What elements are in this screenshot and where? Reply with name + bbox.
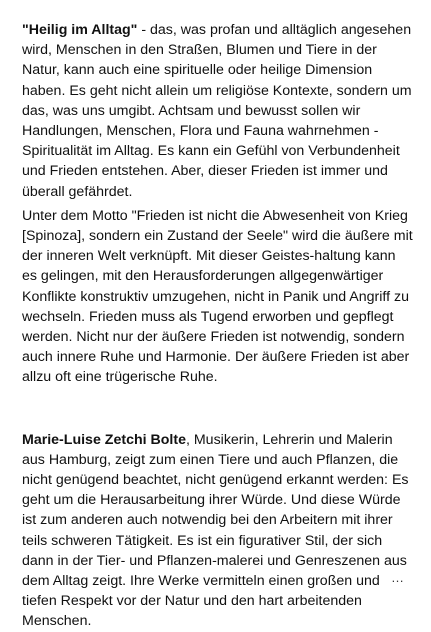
paragraph-text: Unter dem Motto "Frieden ist nicht die Abwesenheit von Krieg [Spinoza], sondern ein Zustand der Seele" wird die äußere mit der inneren Welt verknüpft. Mit dieser Geistes-haltung kann es gelingen, mit den Herausforderungen allgegenwärtiger Konflikte konstruktiv umzugehen, nicht in Panik und Angriff zu wechseln. Frieden muss als Tugend erworben und gepflegt werden. Nicht nur der äußere Frieden ist notwendig, sondern auch innere Ruhe und Harmonie. Der äußere Frieden ist aber allzu oft eine trügerische Ruhe. xyxy=(22,207,413,386)
document-body xyxy=(22,20,414,632)
continuation-ellipsis: … xyxy=(391,570,405,585)
paragraph-heilig-im-alltag xyxy=(22,20,414,202)
paragraph-artist-bio xyxy=(22,430,414,632)
paragraph-frieden-motto xyxy=(22,206,414,388)
paragraph-text: - das, was profan und alltäglich angesehen wird, Menschen in den Straßen, Blumen und Tiere in der Natur, kann auch eine spirituelle oder heilige Dimension haben. Es geht nicht allein um religiöse Kontexte, sondern um das, was uns umgibt. Achtsam und bewusst sollen wir Handlungen, Menschen, Flora und Fauna wahrnehmen - Spiritualität im Alltag. Es kann ein Gefühl von Verbundenheit und Frieden entstehen. Aber, dieser Frieden ist immer und überall gefährdet. xyxy=(22,22,412,200)
paragraph-text: , Musikerin, Lehrerin und Malerin aus Hamburg, zeigt zum einen Tiere und auch Pflanzen, die nicht genügend beachtet, nicht genügend erkannt werden: Es geht um die Herausarbeitung ihrer Würde. Und diese Würde ist zum anderen auch notwendig bei den Arbeitern mit ihrer teils schweren Tätigkeit. Es ist ein figurativer Stil, der sich dann in der Tier- und Pflanzen-malerei und Genreszenen aus dem Alltag zeigt. Ihre Werke vermitteln einen großen und tiefen Respekt vor der Natur und den hart arbeitenden Menschen. xyxy=(22,431,409,630)
paragraph-lead-title: "Heilig im Alltag" xyxy=(22,22,138,38)
artist-name: Marie-Luise Zetchi Bolte xyxy=(22,431,186,448)
